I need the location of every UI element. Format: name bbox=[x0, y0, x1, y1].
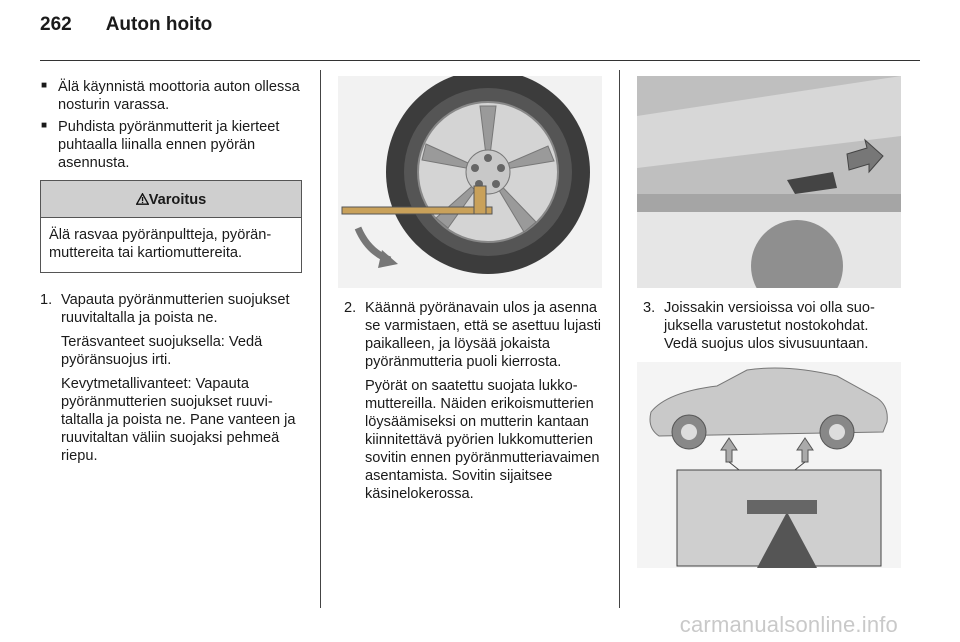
step-3 bbox=[643, 299, 903, 353]
step-text: Joissakin versioissa voi olla suojuksella varustetut nostokohdat. Vedä suojus ulos sivusuuntaan. bbox=[664, 300, 875, 352]
step-number: 3. bbox=[643, 300, 656, 316]
paragraph: Pyörät on saatettu suojata lukkomuttereilla. Näiden erikoismutterien löysäämiseksi on mutterin kantaan kiinnitettävä pyörien lukkomutterien sovitin ennen pyöränmutteriavaimen asentamista. Sovitin sijaitsee käsinelokerossa. bbox=[365, 378, 600, 502]
page-header bbox=[40, 14, 212, 36]
header-rule bbox=[40, 60, 920, 61]
column-divider bbox=[619, 70, 620, 608]
step-text: Käännä pyöränavain ulos ja asenna se varmistaen, että se asettuu lujasti paikalleen, ja löysää jokaista pyöränmutteria puoli kierrosta. bbox=[365, 300, 602, 370]
underbody-cover-illustration bbox=[637, 76, 901, 288]
column-divider bbox=[320, 70, 321, 608]
car-jack-points-illustration bbox=[637, 362, 901, 568]
watermark: carmanualsonline.info bbox=[679, 612, 898, 637]
warning-title: Varoitus bbox=[148, 192, 207, 208]
page-number: 262 bbox=[40, 14, 72, 35]
page-title: Auton hoito bbox=[105, 14, 213, 35]
paragraph: Teräsvanteet suojuksella: Vedä pyöränsuojus irti. bbox=[61, 334, 263, 368]
column-1 bbox=[40, 78, 302, 465]
paragraph: Kevytmetallivanteet: Vapauta pyöränmutterien suojukset ruuvitaltalla ja poista ne. Pane vanteen ja ruuvitaltan väliin suojaksi pehmeä riepu. bbox=[61, 376, 296, 464]
step-2 bbox=[344, 299, 610, 371]
warning-triangle-icon bbox=[136, 193, 149, 205]
warning-box bbox=[40, 180, 302, 273]
step-number: 2. bbox=[344, 300, 357, 316]
warning-text: Älä rasvaa pyöränpultteja, pyöränmuttereita tai kartiomuttereita. bbox=[49, 227, 272, 261]
column-2 bbox=[344, 299, 610, 503]
bullet-item: ■ Puhdista pyöränmutterit ja kierteet puhtaalla liinalla ennen pyörän asennusta. bbox=[40, 118, 302, 172]
step-1 bbox=[40, 291, 302, 327]
column-3 bbox=[643, 299, 903, 353]
bullet-item: ■ Älä käynnistä moottoria auton ollessa nosturin varassa. bbox=[40, 78, 302, 114]
step-text: Vapauta pyöränmutterien suojukset ruuvitaltalla ja poista ne. bbox=[61, 292, 290, 326]
warning-header bbox=[41, 181, 301, 218]
wheel-wrench-illustration bbox=[338, 76, 602, 288]
step-number: 1. bbox=[40, 292, 53, 308]
